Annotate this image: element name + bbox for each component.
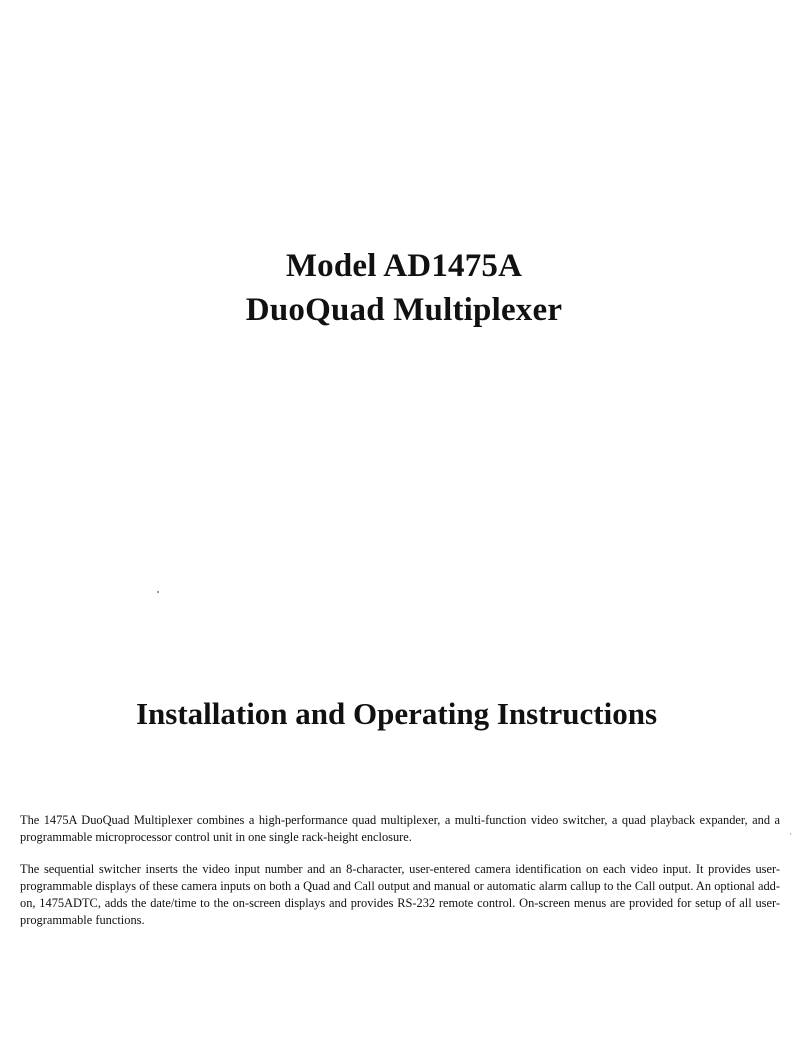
description-paragraph: The sequential switcher inserts the video input number and an 8-character, user-entered camera identification on each video input. It provides user-programmable displays of these camera inputs on both a Quad and Call output and manual or automatic alarm callup to the Call output. An optional add-on, 1475ADTC, adds the date/time to the on-screen displays and provides RS-232 remote control. On-screen menus are provided for setup of all user-programmable functions. [20,862,780,927]
model-title: Model AD1475A [285,248,523,284]
scan-speck-margin [790,833,791,835]
title-block [0,244,808,332]
intro-paragraph: The 1475A DuoQuad Multiplexer combines a high-performance quad multiplexer, a multi-function video switcher, a quad playback expander, and a programmable microprocessor control unit in one single rack-height enclosure. [20,813,780,844]
document-subtitle: Installation and Operating Instructions [135,696,658,731]
scan-speck [157,591,159,593]
product-title: DuoQuad Multiplexer [245,292,563,328]
